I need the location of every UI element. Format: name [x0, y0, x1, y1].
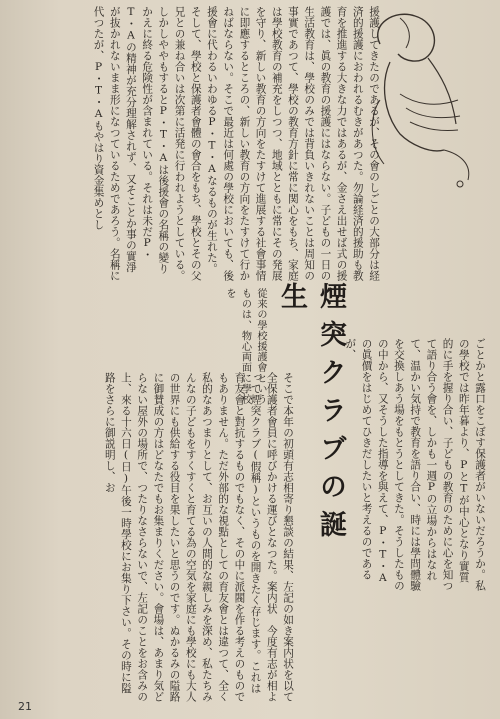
article-intro: 從来の學校援護會というものは、物心両面に學校を — [224, 288, 266, 405]
article-body-lower-left: そこで本年の初頭有志相寄り懇談の結果、左記の如き案内状を以て全保護者會員に呼びかける運びとなつた。案内状 今度有志が相よって煙突クラブ(假稱)というものを開きたく存じます。これは育友會と對抗するものでもなく、その中に派閥を作る考えのものでもありません。ただ外部的な視點としての育友會とは違つて、全く私的なあつまりとして、お互いの人間的な親しみを深め、私たちみんなの子どもをすくすくと育てる為の空気を家庭にも學校にも大人の世界にも供給する役目を果したいと思うのです。ぬかるみの隘路に御賛成の方はどなたでもお集まりください。會場は、あまり気どらない屋外の場所で、つたりなさらないで、左記のことをお含みの上、來る十六日(日)午後一時學校にお集り下さい。その時に隘路をさらに御説明し、お — [103, 372, 294, 702]
article-body-lower-right: ごとかと露口をこぼす保護者がいないだろうか。私の學校では昨年暮より、PとTが中心となり實質的に手を握り合い、子どもの教育のために心を知つて語り合う會を、しかも一週Pの立場からはなれて、温かい気持で教育を語り合い、時には學問體驗を交換しあう場をもとうとしてきた。そうしたものの中から、又そうした指導を與えて、P・T・Aの眞價をはじめてひきだしたいと考えるのであるが、 — [344, 338, 486, 591]
page-number: 21 — [18, 700, 32, 713]
article-title: 煙突クラブの誕生 — [276, 282, 346, 548]
article-body-top: 援護してきたのであるが、その會のしごとの大部分は経済的援護におわれるむきがあつた。勿論経済的援助も教育を推進する大きな力ではあるが、金さえ出せば式の援護では、眞の教育の援護にはならない。子どもの一日の生活教育は、學校のみでは背負いきれないことは周知の事實であつて、學校の教育方針に常に関心をもち、家庭は學校教育の補充をしつつ、地域とともに常にその発展を守り、新しい教育の方向をたすけて進展する社會事情に即應するところの、新しい教育の方向をたすけて行かねばならない。そこで最近は何處の學校においても、後援會に代わるいわゆるP・T・Aなるものが生れた。そして、學校と保護者會體の會合をもち、學校とその父兄との兼ね合いは次第に活発に行われようとしている。しかしややもするとP・T・Aは後援會の名稱の變りかえに終る危険性が含まれている。それは未だP・T・Aの精神が充分理解されず、又そことか事の實淨が抜かれないまま形になつているためであろう。名稱に代つたが、P・T・Aもやはり資金集めとし — [92, 6, 380, 281]
